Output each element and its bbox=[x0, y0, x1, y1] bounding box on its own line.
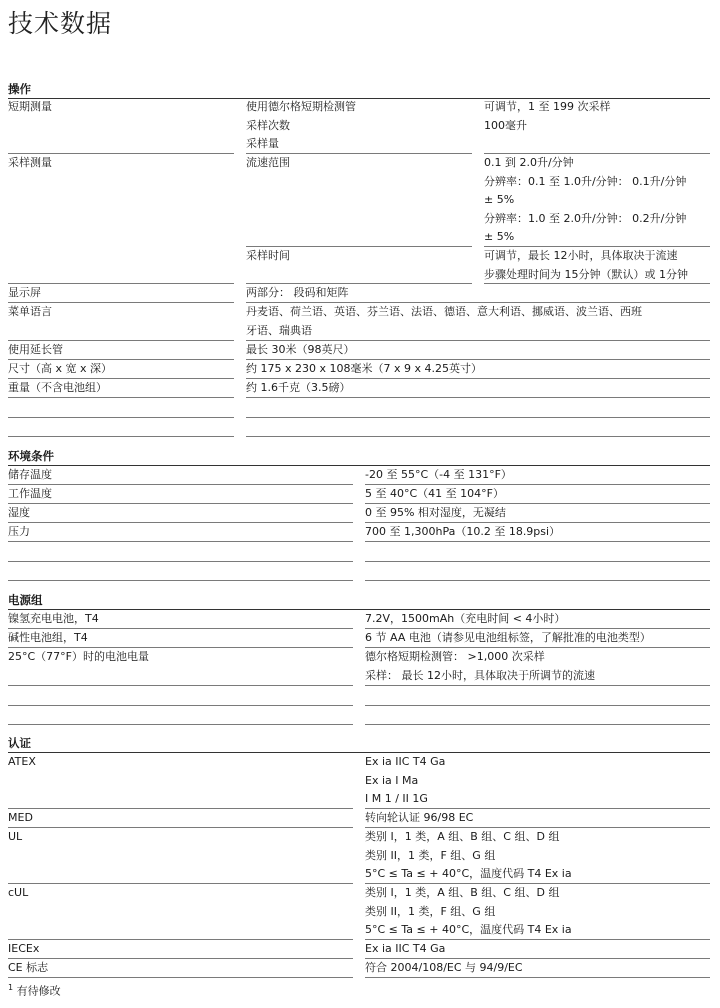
atex-value: Ex ia IIC T4 Ga Ex ia I Ma I M 1 / II 1G bbox=[365, 753, 710, 809]
iecex-value: Ex ia IIC T4 Ga bbox=[365, 940, 710, 959]
footnote bbox=[8, 980, 61, 1000]
cul-value: 类别 I，1 类，A 组、B 组、C 组、D 组 类别 II，1 类，F 组、G 组 5°C ≤ Ta ≤ + 40°C，温度代码 T4 Ex ia bbox=[365, 884, 710, 940]
footnote-marker: 1 bbox=[8, 983, 14, 992]
empty-row-line bbox=[8, 436, 234, 437]
flow-range-label: 流速范围 bbox=[246, 154, 472, 247]
med-value: 转向轮认证 96/98 EC bbox=[365, 809, 710, 828]
extension-tube-label: 使用延长管 bbox=[8, 341, 234, 360]
empty-row-line bbox=[365, 561, 710, 562]
weight-value: 约 1.6千克（3.5磅） bbox=[246, 379, 710, 398]
med-label: MED bbox=[8, 809, 353, 828]
sampling-label: 采样测量 bbox=[8, 154, 234, 284]
empty-row-line bbox=[8, 580, 353, 581]
cul-label: cUL bbox=[8, 884, 353, 940]
empty-row-line bbox=[8, 724, 353, 725]
dimensions-value: 约 175 x 230 x 108毫米（7 x 9 x 4.25英寸） bbox=[246, 360, 710, 379]
ce-mark-value: 符合 2004/108/EC 与 94/9/EC bbox=[365, 959, 710, 978]
ce-mark-label: CE 标志 bbox=[8, 959, 353, 978]
section-heading-environment: 环境条件 bbox=[8, 449, 710, 466]
operating-temp-value: 5 至 40°C（41 至 104°F） bbox=[365, 485, 710, 504]
flow-range-values: 0.1 到 2.0升/分钟 分辨率：0.1 至 1.0升/分钟： 0.1升/分钟 ± 5% 分辨率：1.0 至 2.0升/分钟： 0.2升/分钟 ± 5% bbox=[484, 154, 710, 247]
storage-temp-value: -20 至 55°C（-4 至 131°F） bbox=[365, 466, 710, 485]
page-title: 技术数据 bbox=[8, 9, 113, 38]
battery-capacity-label: 25°C（77°F）时的电池电量 bbox=[8, 648, 353, 686]
display-label: 显示屏 bbox=[8, 284, 234, 303]
pressure-value: 700 至 1,300hPa（10.2 至 18.9psi） bbox=[365, 523, 710, 542]
empty-row-line bbox=[8, 705, 353, 706]
battery-capacity-value: 德尔格短期检测管： >1,000 次采样 采样： 最长 12小时，具体取决于所调节的流速 bbox=[365, 648, 710, 686]
section-heading-certification: 认证 bbox=[8, 736, 710, 753]
nimh-battery-label: 镍氢充电电池，T4 bbox=[8, 610, 353, 629]
short-term-params: 使用德尔格短期检测管 采样次数 采样量 bbox=[246, 98, 472, 154]
menu-language-value: 丹麦语、荷兰语、英语、芬兰语、法语、德语、意大利语、挪威语、波兰语、西班 牙语、瑞典语 bbox=[246, 303, 710, 341]
short-term-label: 短期测量 bbox=[8, 98, 234, 154]
weight-label: 重量（不含电池组） bbox=[8, 379, 234, 398]
display-value: 两部分： 段码和矩阵 bbox=[246, 284, 710, 303]
section-heading-operation: 操作 bbox=[8, 82, 710, 99]
empty-row-line bbox=[365, 724, 710, 725]
footnote-text: 有待修改 bbox=[16, 984, 61, 998]
nimh-battery-value: 7.2V，1500mAh（充电时间 < 4小时） bbox=[365, 610, 710, 629]
menu-language-label: 菜单语言 bbox=[8, 303, 234, 341]
empty-row-line bbox=[365, 580, 710, 581]
empty-row-line bbox=[246, 417, 710, 418]
sampling-time-values: 可调节，最长 12小时，具体取决于流速 步骤处理时间为 15分钟（默认）或 1分钟 bbox=[484, 247, 710, 284]
ul-label: UL bbox=[8, 828, 353, 884]
alkaline-battery-value: 6 节 AA 电池（请参见电池组标签，了解批准的电池类型） bbox=[365, 629, 710, 648]
alkaline-battery-label: 碱性电池组，T4 bbox=[8, 629, 353, 648]
short-term-values: 可调节，1 至 199 次采样 100毫升 bbox=[484, 98, 710, 154]
empty-row-line bbox=[8, 561, 353, 562]
empty-row-line bbox=[246, 436, 710, 437]
storage-temp-label: 储存温度 bbox=[8, 466, 353, 485]
ul-value: 类别 I，1 类，A 组、B 组、C 组、D 组 类别 II，1 类，F 组、G 组 5°C ≤ Ta ≤ + 40°C，温度代码 T4 Ex ia bbox=[365, 828, 710, 884]
pressure-label: 压力 bbox=[8, 523, 353, 542]
empty-row-line bbox=[365, 705, 710, 706]
sampling-time-label: 采样时间 bbox=[246, 247, 472, 284]
atex-label: ATEX bbox=[8, 753, 353, 809]
humidity-value: 0 至 95% 相对湿度，无凝结 bbox=[365, 504, 710, 523]
extension-tube-value: 最长 30米（98英尺） bbox=[246, 341, 710, 360]
dimensions-label: 尺寸（高 x 宽 x 深） bbox=[8, 360, 234, 379]
operating-temp-label: 工作温度 bbox=[8, 485, 353, 504]
section-heading-power: 电源组 bbox=[8, 593, 710, 610]
humidity-label: 湿度 bbox=[8, 504, 353, 523]
empty-row-line bbox=[8, 417, 234, 418]
iecex-label: IECEx bbox=[8, 940, 353, 959]
